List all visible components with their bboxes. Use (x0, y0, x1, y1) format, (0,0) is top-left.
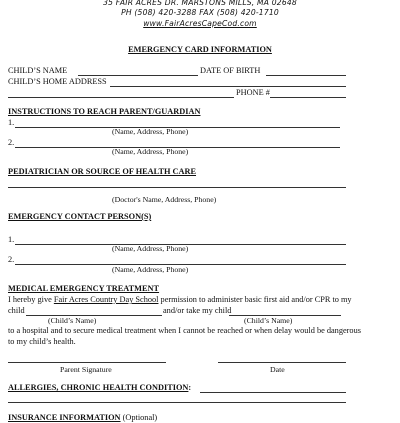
home-address-label: CHILD’S HOME ADDRESS (8, 77, 107, 86)
pediatrician-heading (8, 168, 196, 176)
parent-2-caption: (Name, Address, Phone) (112, 147, 189, 156)
insurance-optional: (Optional) (120, 413, 158, 422)
date-of-birth-field[interactable] (266, 75, 346, 76)
consent-line-4: to my child’s health. (8, 337, 76, 346)
insurance-heading-text: INSURANCE INFORMATION (8, 413, 121, 422)
consent-text-a: I hereby give (8, 295, 54, 304)
child-name-caption-1: (Child’s Name) (48, 316, 97, 325)
allergies-field-line2[interactable] (8, 402, 346, 403)
parent-guardian-heading-text: INSTRUCTIONS TO REACH PARENT/GUARDIAN (8, 107, 201, 116)
date-of-birth-label: DATE OF BIRTH (200, 66, 261, 75)
parent-1-caption: (Name, Address, Phone) (112, 127, 189, 136)
emergency-number-2: 2. (8, 255, 15, 264)
consent-text-b: permission to administer basic first aid and/or CPR to my (158, 295, 352, 304)
home-address-field-line2[interactable] (8, 97, 234, 98)
phone-label: PHONE # (236, 88, 270, 97)
signature-date-field[interactable] (218, 362, 346, 363)
emergency-1-caption: (Name, Address, Phone) (112, 244, 189, 253)
parent-number-2: 2. (8, 138, 15, 147)
school-name: Fair Acres Country Day School (53, 295, 159, 304)
child-name-field[interactable] (78, 75, 198, 76)
allergies-colon: : (188, 383, 192, 392)
allergies-heading-text: ALLERGIES, CHRONIC HEALTH CONDITION (8, 383, 189, 392)
parent-guardian-heading (8, 108, 200, 116)
phone-field[interactable] (270, 97, 346, 98)
child-name-caption-2: (Child’s Name) (244, 316, 293, 325)
consent-line-3: to a hospital and to secure medical treatment when I cannot be reached or when delay would be dangerous (8, 326, 361, 335)
emergency-contact-heading (8, 213, 151, 221)
allergies-field[interactable] (200, 392, 346, 393)
school-phone-fax: PH (508) 420-3288 FAX (508) 420-1710 (121, 8, 279, 17)
medical-treatment-heading (8, 285, 159, 293)
form-title-text: EMERGENCY CARD INFORMATION (128, 45, 272, 54)
date-label: Date (270, 365, 285, 374)
child-name-label: CHILD’S NAME (8, 66, 68, 75)
form-title (0, 46, 400, 54)
insurance-heading (8, 414, 157, 422)
pediatrician-heading-text: PEDIATRICIAN OR SOURCE OF HEALTH CARE (8, 167, 197, 176)
pediatrician-caption: (Doctor's Name, Address, Phone) (112, 195, 217, 204)
consent-line-1 (8, 296, 352, 304)
emergency-contact-heading-text: EMERGENCY CONTACT PERSON(S) (8, 212, 152, 221)
school-website-link[interactable]: www.FairAcresCapeCod.com (143, 19, 257, 28)
emergency-number-1: 1. (8, 235, 15, 244)
and-or-text: and/or take my child (163, 306, 232, 315)
parent-signature-label: Parent Signature (60, 365, 112, 374)
medical-treatment-heading-text: MEDICAL EMERGENCY TREATMENT (8, 284, 160, 293)
home-address-field[interactable] (110, 86, 346, 87)
child-word: child (8, 306, 25, 315)
pediatrician-field[interactable] (8, 187, 346, 188)
school-address: 35 FAIR ACRES DR. MARSTONS MILLS, MA 02648 (103, 0, 297, 7)
allergies-heading (8, 384, 191, 392)
parent-number-1: 1. (8, 118, 15, 127)
emergency-2-caption: (Name, Address, Phone) (112, 265, 189, 274)
parent-signature-field[interactable] (8, 362, 166, 363)
